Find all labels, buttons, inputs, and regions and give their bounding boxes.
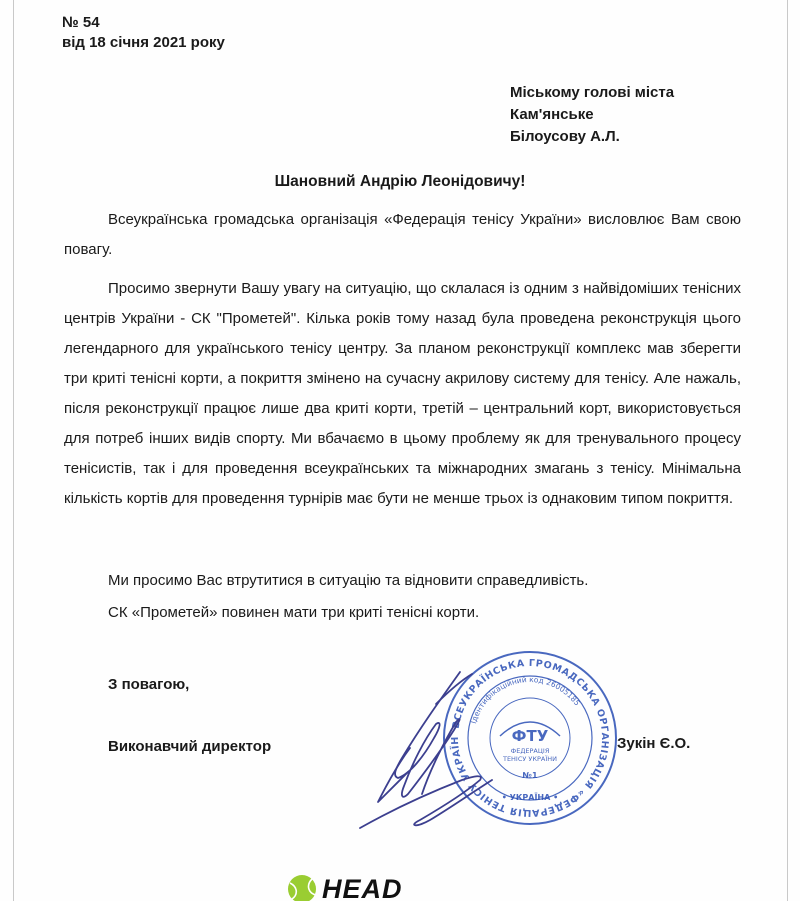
stamp-number: №1 [522, 771, 538, 780]
closing-line: Ми просимо Вас втрутитися в ситуацію та відновити справедливість. [108, 572, 589, 589]
salutation: Шановний Андрію Леонідовичу! [274, 173, 526, 190]
scan-edge-left [13, 0, 14, 901]
letter-number: № 54 [62, 14, 100, 31]
stamp-center-text: ФЕДЕРАЦІЯ [510, 747, 550, 755]
stamp-abbr: ФТУ [511, 727, 549, 745]
recipient-line: Білоусову А.Л. [510, 128, 620, 145]
handwritten-signature [350, 660, 510, 840]
body-paragraph: Всеукраїнська громадська організація «Федерація тенісу України» висловлює Вам свою повагу. [64, 211, 741, 258]
signatory-title: Виконавчий директор [108, 738, 272, 755]
scan-edge-right [787, 0, 788, 901]
closing-line: СК «Прометей» повинен мати три криті тенісні корти. [108, 604, 480, 621]
head-logo [286, 873, 486, 901]
body-paragraph: Просимо звернути Вашу увагу на ситуацію, що склалася із одним з найвідоміших тенісних центрів України - СК "Прометей". Кілька років тому назад була проведена реконструкція цього легендарного для українського тенісу центру. За планом реконструкції комплекс мав зберегти три криті тенісні корти, а покриття змінено на сучасну акрилову систему для тенісу. Але нажаль, після реконструкції працює лише два криті корти, третій – центральний корт, використовується для потреб інших видів спорту. Ми вбачаємо в цьому проблему як для тренувального процесу тенісистів, так і для проведення всеукраїнських та міжнародних змагань з тенісу. Мінімальна кількість кортів для проведення турнірів має бути не менше трьох із однаковим типом покриття. [64, 280, 741, 507]
stamp-inner-text: Ідентифікаційний код 26005185 [468, 674, 582, 725]
stamp-outer-text: ВСЕУКРАЇНСЬКА ГРОМАДСЬКА ОРГАНІЗАЦІЯ «ФЕДЕРАЦІЯ ТЕНІСУ УКРАЇНИ» [435, 640, 611, 819]
letter-date: від 18 січня 2021 року [62, 34, 225, 51]
signatory-name: Зукін Є.О. [617, 735, 691, 752]
stamp-center-text: ТЕНІСУ УКРАЇНИ [502, 755, 558, 763]
recipient-line: Міському голові міста [510, 84, 675, 101]
brand-name: HEAD [322, 874, 403, 901]
regards: З повагою, [108, 676, 190, 693]
recipient-line: Кам'янське [510, 106, 594, 123]
stamp-country: • УКРАЇНА • [501, 793, 559, 802]
